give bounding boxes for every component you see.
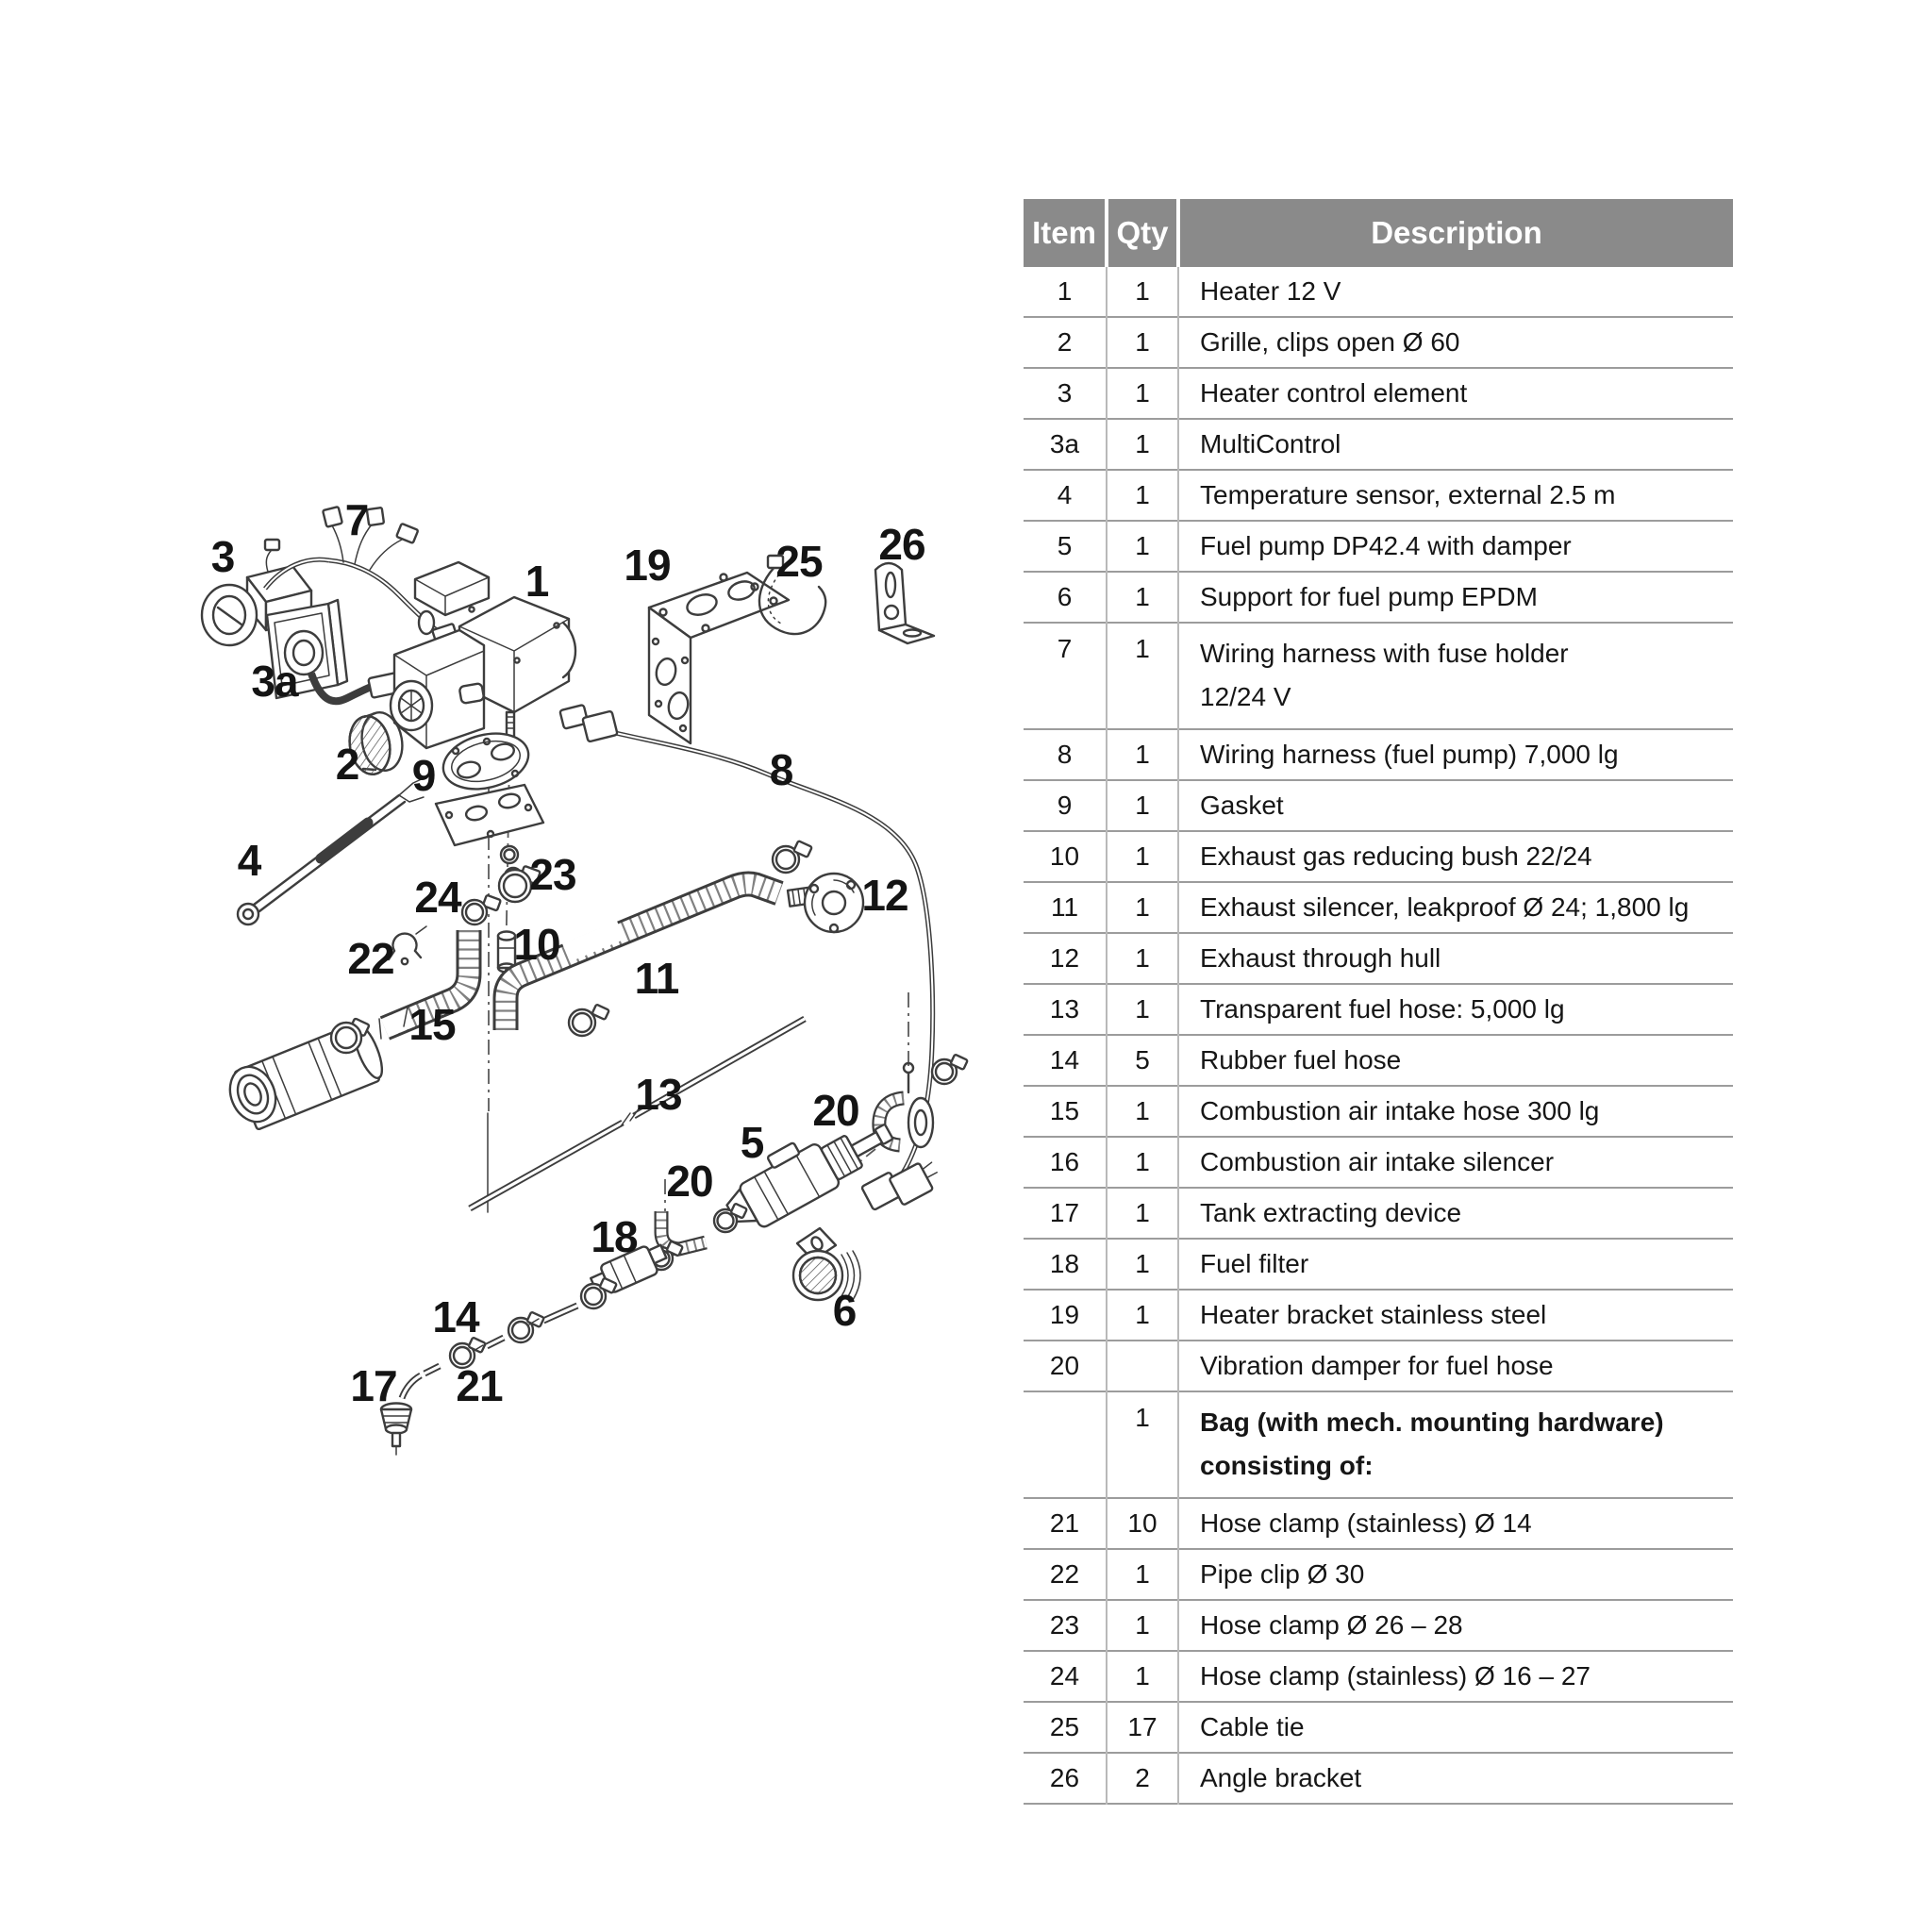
cell-item: 5 xyxy=(1024,521,1107,572)
description-line: Exhaust through hull xyxy=(1200,943,1441,973)
table-row xyxy=(1024,933,1733,984)
cell-qty: 1 xyxy=(1107,1391,1178,1498)
cell-qty: 1 xyxy=(1107,1600,1178,1651)
cell-item: 26 xyxy=(1024,1753,1107,1804)
table-row xyxy=(1024,780,1733,831)
description-line: Heater control element xyxy=(1200,378,1468,408)
table-row xyxy=(1024,267,1733,317)
cell-qty: 1 xyxy=(1107,1239,1178,1290)
cell-description xyxy=(1178,1239,1733,1290)
cell-qty: 17 xyxy=(1107,1702,1178,1753)
table-row xyxy=(1024,521,1733,572)
cell-description xyxy=(1178,623,1733,729)
cell-description xyxy=(1178,521,1733,572)
description-line: Pipe clip Ø 30 xyxy=(1200,1559,1365,1589)
description-line: Heater 12 V xyxy=(1200,276,1341,306)
part-angle-bracket xyxy=(875,563,934,643)
cell-item: 1 xyxy=(1024,267,1107,317)
table-row xyxy=(1024,984,1733,1035)
table-row xyxy=(1024,882,1733,933)
table-row xyxy=(1024,1188,1733,1239)
cell-description xyxy=(1178,780,1733,831)
cell-description xyxy=(1178,1290,1733,1341)
table-row xyxy=(1024,1086,1733,1137)
callout-18: 18 xyxy=(591,1212,638,1261)
description-line: Combustion air intake hose 300 lg xyxy=(1200,1096,1600,1125)
cell-item: 9 xyxy=(1024,780,1107,831)
table-row xyxy=(1024,831,1733,882)
part-pipe-clip xyxy=(389,926,426,964)
cell-description xyxy=(1178,1137,1733,1188)
callout-6: 6 xyxy=(832,1286,857,1335)
description-line: Tank extracting device xyxy=(1200,1198,1462,1227)
callout-13: 13 xyxy=(635,1070,682,1119)
cell-description xyxy=(1178,1600,1733,1651)
cell-item: 19 xyxy=(1024,1290,1107,1341)
cell-description xyxy=(1178,1498,1733,1549)
callout-20: 20 xyxy=(812,1086,859,1135)
callout-26: 26 xyxy=(878,520,925,569)
part-gasket xyxy=(436,725,543,885)
cell-item: 21 xyxy=(1024,1498,1107,1549)
description-line: Exhaust gas reducing bush 22/24 xyxy=(1200,841,1592,871)
col-header-description: Description xyxy=(1178,199,1733,267)
cell-item: 4 xyxy=(1024,470,1107,521)
cell-item: 3 xyxy=(1024,368,1107,419)
cell-qty: 1 xyxy=(1107,572,1178,623)
table-row xyxy=(1024,1239,1733,1290)
table-row xyxy=(1024,368,1733,419)
description-line: Cable tie xyxy=(1200,1712,1305,1741)
callout-3: 3 xyxy=(210,532,235,581)
description-line: 12/24 V xyxy=(1200,682,1291,711)
cell-item: 14 xyxy=(1024,1035,1107,1086)
callout-11: 11 xyxy=(634,954,679,1003)
cell-description xyxy=(1178,1086,1733,1137)
callout-4: 4 xyxy=(237,836,261,885)
part-vibration-damper-right xyxy=(879,1055,968,1147)
table-row xyxy=(1024,1753,1733,1804)
cell-description xyxy=(1178,368,1733,419)
description-line: Support for fuel pump EPDM xyxy=(1200,582,1538,611)
cell-qty: 1 xyxy=(1107,1188,1178,1239)
cell-item: 3a xyxy=(1024,419,1107,470)
description-line: Rubber fuel hose xyxy=(1200,1045,1402,1074)
table-row xyxy=(1024,1341,1733,1391)
cell-description xyxy=(1178,1702,1733,1753)
cell-description xyxy=(1178,1035,1733,1086)
description-line: Heater bracket stainless steel xyxy=(1200,1300,1547,1329)
cell-qty: 1 xyxy=(1107,368,1178,419)
callout-9: 9 xyxy=(411,751,436,800)
table-row xyxy=(1024,1549,1733,1600)
cell-qty: 1 xyxy=(1107,1651,1178,1702)
cell-qty xyxy=(1107,1341,1178,1391)
table-row xyxy=(1024,1498,1733,1549)
callout-3a: 3a xyxy=(251,657,298,706)
callout-17: 17 xyxy=(350,1361,397,1410)
cell-item: 8 xyxy=(1024,729,1107,780)
cell-qty: 1 xyxy=(1107,1086,1178,1137)
cell-description xyxy=(1178,882,1733,933)
table-row xyxy=(1024,572,1733,623)
description-line: Wiring harness with fuse holder xyxy=(1200,639,1569,668)
cell-item: 6 xyxy=(1024,572,1107,623)
cell-item: 22 xyxy=(1024,1549,1107,1600)
cell-description xyxy=(1178,984,1733,1035)
cell-item: 13 xyxy=(1024,984,1107,1035)
description-line: Vibration damper for fuel hose xyxy=(1200,1351,1554,1380)
callout-23: 23 xyxy=(529,850,576,899)
callout-19: 19 xyxy=(624,541,671,590)
table-row xyxy=(1024,1651,1733,1702)
description-line: Temperature sensor, external 2.5 m xyxy=(1200,480,1616,509)
callout-12: 12 xyxy=(861,871,908,920)
table-row xyxy=(1024,1600,1733,1651)
callout-20: 20 xyxy=(666,1157,713,1206)
description-line: Hose clamp (stainless) Ø 14 xyxy=(1200,1508,1532,1538)
cell-item: 23 xyxy=(1024,1600,1107,1651)
cell-item: 2 xyxy=(1024,317,1107,368)
cell-description xyxy=(1178,1341,1733,1391)
table-row xyxy=(1024,419,1733,470)
cell-qty: 1 xyxy=(1107,882,1178,933)
cell-description xyxy=(1178,572,1733,623)
callout-2: 2 xyxy=(335,740,359,789)
cell-item: 17 xyxy=(1024,1188,1107,1239)
cell-qty: 1 xyxy=(1107,1549,1178,1600)
description-line: Transparent fuel hose: 5,000 lg xyxy=(1200,994,1565,1024)
description-line: Hose clamp (stainless) Ø 16 – 27 xyxy=(1200,1661,1591,1690)
callout-21: 21 xyxy=(456,1361,503,1410)
part-through-hull xyxy=(788,874,863,932)
part-temperature-sensor xyxy=(238,776,427,924)
callout-8: 8 xyxy=(769,745,793,794)
part-heater-bracket xyxy=(649,573,789,743)
cell-description xyxy=(1178,470,1733,521)
cell-qty: 1 xyxy=(1107,984,1178,1035)
cell-qty: 1 xyxy=(1107,470,1178,521)
cell-description xyxy=(1178,267,1733,317)
cell-description xyxy=(1178,317,1733,368)
cell-item: 16 xyxy=(1024,1137,1107,1188)
cell-item: 15 xyxy=(1024,1086,1107,1137)
cell-qty: 1 xyxy=(1107,419,1178,470)
col-header-qty: Qty xyxy=(1107,199,1178,267)
cell-description xyxy=(1178,419,1733,470)
description-line: consisting of: xyxy=(1200,1451,1374,1480)
callout-5: 5 xyxy=(740,1118,764,1167)
description-line: Grille, clips open Ø 60 xyxy=(1200,327,1460,357)
cell-item: 24 xyxy=(1024,1651,1107,1702)
description-line: MultiControl xyxy=(1200,429,1341,458)
cell-qty: 1 xyxy=(1107,831,1178,882)
description-line: Wiring harness (fuel pump) 7,000 lg xyxy=(1200,740,1619,769)
cell-item: 12 xyxy=(1024,933,1107,984)
col-header-item: Item xyxy=(1024,199,1107,267)
part-intake-silencer xyxy=(222,1018,388,1129)
cell-qty: 1 xyxy=(1107,1137,1178,1188)
callout-1: 1 xyxy=(525,557,549,606)
table-row xyxy=(1024,1290,1733,1341)
table-row xyxy=(1024,317,1733,368)
cell-qty: 10 xyxy=(1107,1498,1178,1549)
cell-qty: 1 xyxy=(1107,1290,1178,1341)
table-row xyxy=(1024,623,1733,729)
cell-description xyxy=(1178,1753,1733,1804)
callout-10: 10 xyxy=(513,920,560,969)
part-clamp-24 xyxy=(462,895,501,924)
callout-14: 14 xyxy=(432,1292,479,1341)
description-line: Angle bracket xyxy=(1200,1763,1362,1792)
table-row xyxy=(1024,1391,1733,1498)
description-line: Fuel filter xyxy=(1200,1249,1309,1278)
cell-description xyxy=(1178,1188,1733,1239)
table-row xyxy=(1024,470,1733,521)
description-line: Hose clamp Ø 26 – 28 xyxy=(1200,1610,1463,1640)
cell-description xyxy=(1178,1391,1733,1498)
cell-qty: 1 xyxy=(1107,521,1178,572)
cell-description xyxy=(1178,1651,1733,1702)
cell-qty: 1 xyxy=(1107,267,1178,317)
cell-qty: 5 xyxy=(1107,1035,1178,1086)
callout-24: 24 xyxy=(414,873,461,922)
cell-description xyxy=(1178,933,1733,984)
cell-qty: 1 xyxy=(1107,317,1178,368)
cell-item: 7 xyxy=(1024,623,1107,729)
cell-qty: 1 xyxy=(1107,780,1178,831)
description-line: Combustion air intake silencer xyxy=(1200,1147,1555,1176)
cell-qty: 1 xyxy=(1107,623,1178,729)
callout-22: 22 xyxy=(347,934,394,983)
callout-7: 7 xyxy=(344,495,369,544)
cell-qty: 1 xyxy=(1107,729,1178,780)
description-line: Bag (with mech. mounting hardware) xyxy=(1200,1407,1664,1437)
cell-item xyxy=(1024,1391,1107,1498)
cell-item: 10 xyxy=(1024,831,1107,882)
cell-description xyxy=(1178,1549,1733,1600)
cell-item: 20 xyxy=(1024,1341,1107,1391)
cell-item: 25 xyxy=(1024,1702,1107,1753)
cell-qty: 2 xyxy=(1107,1753,1178,1804)
parts-table xyxy=(1024,199,1733,1805)
table-row xyxy=(1024,1035,1733,1086)
description-line: Gasket xyxy=(1200,791,1284,820)
cell-description xyxy=(1178,831,1733,882)
cell-description xyxy=(1178,729,1733,780)
cell-qty: 1 xyxy=(1107,933,1178,984)
description-line: Exhaust silencer, leakproof Ø 24; 1,800 lg xyxy=(1200,892,1690,922)
cell-item: 18 xyxy=(1024,1239,1107,1290)
table-row xyxy=(1024,1137,1733,1188)
cell-item: 11 xyxy=(1024,882,1107,933)
callout-15: 15 xyxy=(408,1000,456,1049)
table-row xyxy=(1024,1702,1733,1753)
table-row xyxy=(1024,729,1733,780)
callout-25: 25 xyxy=(775,537,823,586)
parts-table-header xyxy=(1024,199,1733,267)
description-line: Fuel pump DP42.4 with damper xyxy=(1200,531,1572,560)
